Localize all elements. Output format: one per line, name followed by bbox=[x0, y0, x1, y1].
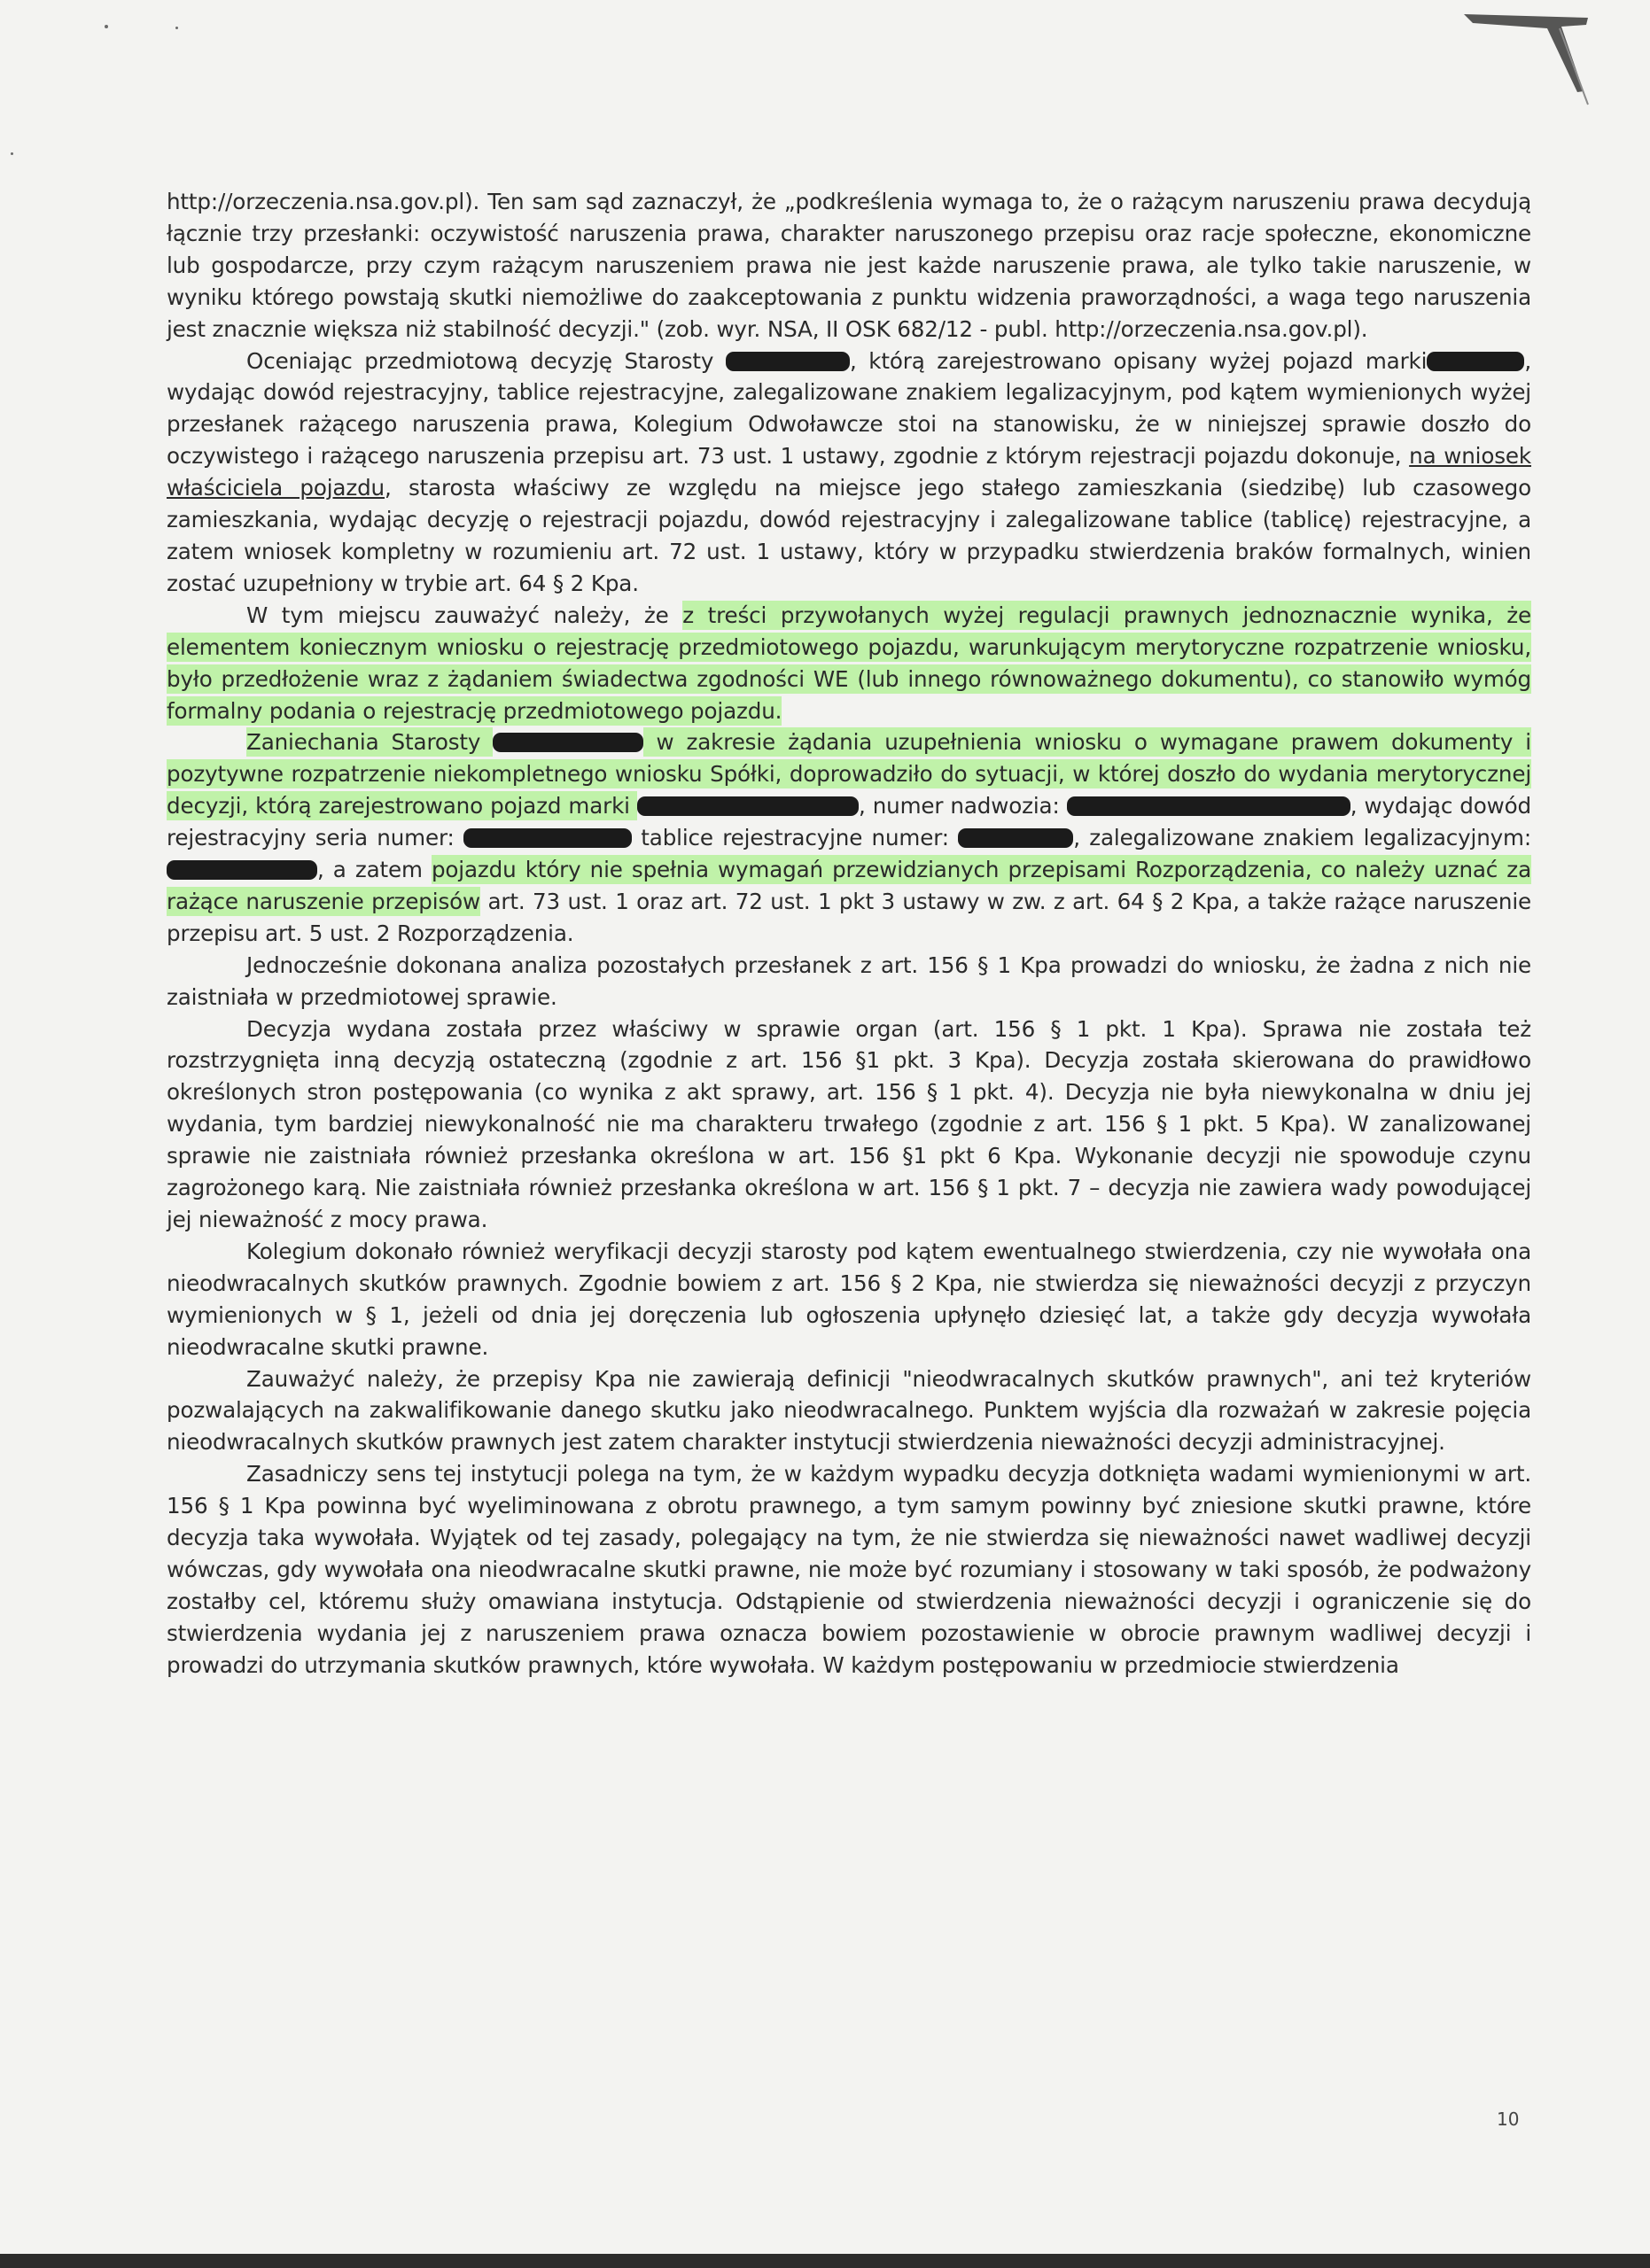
text-run: , starosta właściwy ze względu na miejsce jego stałego zamieszkania (siedzibę) lub czasowego zamieszkania, wydając decyzję o rejestracji pojazdu, dowód rejestracyjny i zalegalizowane tablice (tablicę) rejestracyjne, a zatem wniosek kompletny w rozumieniu art. 72 ust. 1 ustawy, który w przypadku stwierdzenia braków formalnych, winien zostać uzupełniony w trybie art. 64 § 2 Kpa. bbox=[167, 475, 1531, 596]
scan-speck bbox=[175, 27, 178, 29]
text-run: , numer nadwozia: bbox=[858, 793, 1067, 819]
text-run: , którą zarejestrowano opisany wyżej pojazd marki bbox=[849, 347, 1428, 374]
text-run: , a zatem bbox=[317, 857, 432, 883]
paragraph bbox=[167, 600, 1531, 727]
paragraph bbox=[167, 1014, 1531, 1236]
paragraph bbox=[167, 1363, 1531, 1459]
document-body bbox=[167, 186, 1531, 1682]
redaction-block bbox=[958, 828, 1073, 848]
scan-speck bbox=[11, 152, 13, 155]
text-run: , zalegalizowane znakiem legalizacyjnym: bbox=[1073, 825, 1531, 851]
redaction-block bbox=[1067, 796, 1350, 816]
paragraph bbox=[167, 950, 1531, 1014]
text-run: , wydając dowód rejestracyjny, tablice rejestracyjne, zalegalizowane znakiem legalizacyjnym, pod kątem wymienionych wyżej przesłanek rażącego naruszenia prawa, Kolegium Odwoławcze stoi na stanowisku, że w niniejszej sprawie doszło do oczywistego i rażącego naruszenia przepisu art. 73 ust. 1 ustawy, zgodnie z którym rejestracji pojazdu dokonuje, bbox=[167, 347, 1531, 470]
page-number: 10 bbox=[1497, 2109, 1520, 2130]
paragraph bbox=[167, 726, 1531, 949]
paragraph bbox=[167, 186, 1531, 346]
text-run: Zasadniczy sens tej instytucji polega na tym, że w każdym wypadku decyzja dotknięta wadami wymienionymi w art. 156 § 1 Kpa powinna być wyeliminowana z obrotu prawnego, a tym samym powinny być zniesione skutki prawne, które decyzja taka wywołała. Wyjątek od tej zasady, polegający na tym, że nie stwierdza się nieważności nawet wadliwej decyzji wówczas, gdy wywołała ona nieodwracalne skutki prawne, nie może być rozumiany i stosowany w taki sposób, że podważony zostałby cel, któremu służy omawiana instytucja. Odstąpienie od stwierdzenia nieważności decyzji i ograniczenie się do stwierdzenia wydania jej z naruszeniem prawa oznacza bowiem pozostawienie w obrocie prawnym wadliwej decyzji i prowadzi do utrzymania skutków prawnych, które wywołała. W każdym postępowaniu w przedmiocie stwierdzenia bbox=[167, 1461, 1531, 1678]
highlighted-text: z treści przywołanych wyżej regulacji prawnych jednoznacznie wynika, że elementem koniecznym wniosku o rejestrację przedmiotowego pojazdu, warunkującym merytoryczne rozpatrzenie wniosku, było przedłożenie wraz z żądaniem świadectwa zgodności WE (lub innego równoważnego dokumentu), co stanowiło wymóg formalny podania o rejestrację przedmiotowego pojazdu. bbox=[167, 602, 1531, 724]
redaction-block bbox=[167, 860, 317, 880]
text-run: art. 73 ust. 1 oraz art. 72 ust. 1 pkt 3 ustawy w zw. z art. 64 § 2 Kpa, a także rażące naruszenie przepisu art. 5 ust. 2 Rozporządzenia. bbox=[167, 888, 1532, 946]
text-run: Decyzja wydana została przez właściwy w sprawie organ (art. 156 § 1 pkt. 1 Kpa). Sprawa nie została też rozstrzygnięta inną decyzją ostateczną (zgodnie z art. 156 §1 pkt. 3 Kpa). Decyzja została skierowana do prawidłowo określonych stron postępowania (co wynika z akt sprawy, art. 156 § 1 pkt. 4). Decyzja nie była niewykonalna w dniu jej wydania, tym bardziej niewykonalność nie ma charakteru trwałego (zgodnie z art. 156 § 1 pkt. 5 Kpa). W zanalizowanej sprawie nie zaistniała również przesłanka określona w art. 156 §1 pkt 6 Kpa. Wykonanie decyzji nie spowoduje czynu zagrożonego karą. Nie zaistniała również przesłanka określona w art. 156 § 1 pkt. 7 – decyzja nie zawiera wady powodującej jej nieważność z mocy prawa. bbox=[167, 1015, 1531, 1232]
redaction-block bbox=[1427, 352, 1524, 371]
redaction-block bbox=[726, 352, 850, 371]
scan-corner-mark bbox=[1455, 7, 1597, 113]
highlighted-text: w zakresie żądania uzupełnienia wniosku o wymagane prawem dokumenty i pozytywne rozpatrzenie niekompletnego wniosku Spółki, doprowadziło do sytuacji, w której doszło do wydania merytorycznej decyzji, którą zarejestrowano pojazd marki bbox=[167, 729, 1531, 819]
text-run: http://orzeczenia.nsa.gov.pl). Ten sam sąd zaznaczył, że „podkreślenia wymaga to, że o rażącym naruszeniu prawa decydują łącznie trzy przesłanki: oczywistość naruszenia prawa, charakter naruszonego przepisu oraz racje społeczne, ekonomiczne lub gospodarcze, przy czym rażącym naruszeniem prawa nie jest każde naruszenie prawa, ale tylko takie naruszenie, w wyniku którego powstają skutki niemożliwe do zaakceptowania z punktu widzenia praworządności, a waga tego naruszenia jest znacznie większa niż stabilność decyzji." (zob. wyr. NSA, II OSK 682/12 - publ. http://orzeczenia.nsa.gov.pl). bbox=[167, 189, 1531, 342]
text-run: Oceniając przedmiotową decyzję Starosty bbox=[246, 347, 726, 374]
highlighted-text: pojazdu który nie spełnia wymagań przewidzianych przepisami Rozporządzenia, co należy uznać za rażące naruszenie przepisów bbox=[167, 857, 1531, 914]
text-run: Kolegium dokonało również weryfikacji decyzji starosty pod kątem ewentualnego stwierdzenia, czy nie wywołała ona nieodwracalnych skutków prawnych. Zgodnie bowiem z art. 156 § 2 Kpa, nie stwierdza się nieważności decyzji z przyczyn wymienionych w § 1, jeżeli od dnia jej doręczenia lub ogłoszenia upłynęło dziesięć lat, a także gdy decyzja wywołała nieodwracalne skutki prawne. bbox=[167, 1238, 1531, 1360]
text-run: , wydając dowód rejestracyjny seria numer: bbox=[167, 793, 1531, 851]
text-run: W tym miejscu zauważyć należy, że bbox=[246, 602, 683, 628]
redaction-block bbox=[637, 796, 859, 816]
scan-bottom-edge bbox=[0, 2254, 1650, 2268]
scan-speck bbox=[105, 25, 108, 28]
text-run: Zauważyć należy, że przepisy Kpa nie zawierają definicji "nieodwracalnych skutków prawnych", ani też kryteriów pozwalających na zakwalifikowanie danego skutku jako nieodwracalnego. Punktem wyjścia dla rozważań w zakresie pojęcia nieodwracalnych skutków prawnych jest zatem charakter instytucji stwierdzenia nieważności decyzji administracyjnej. bbox=[167, 1365, 1531, 1456]
underlined-text: na wniosek właściciela pojazdu bbox=[167, 443, 1531, 501]
text-run: tablice rejestracyjne numer: bbox=[631, 825, 959, 851]
highlighted-text: Zaniechania Starosty bbox=[246, 729, 494, 756]
paragraph bbox=[167, 1236, 1531, 1363]
redaction-block bbox=[463, 828, 632, 848]
text-run: Jednocześnie dokonana analiza pozostałych przesłanek z art. 156 § 1 Kpa prowadzi do wniosku, że żadna z nich nie zaistniała w przedmiotowej sprawie. bbox=[167, 951, 1531, 1010]
redaction-block bbox=[493, 733, 643, 752]
paragraph bbox=[167, 1458, 1531, 1681]
paragraph bbox=[167, 346, 1531, 600]
